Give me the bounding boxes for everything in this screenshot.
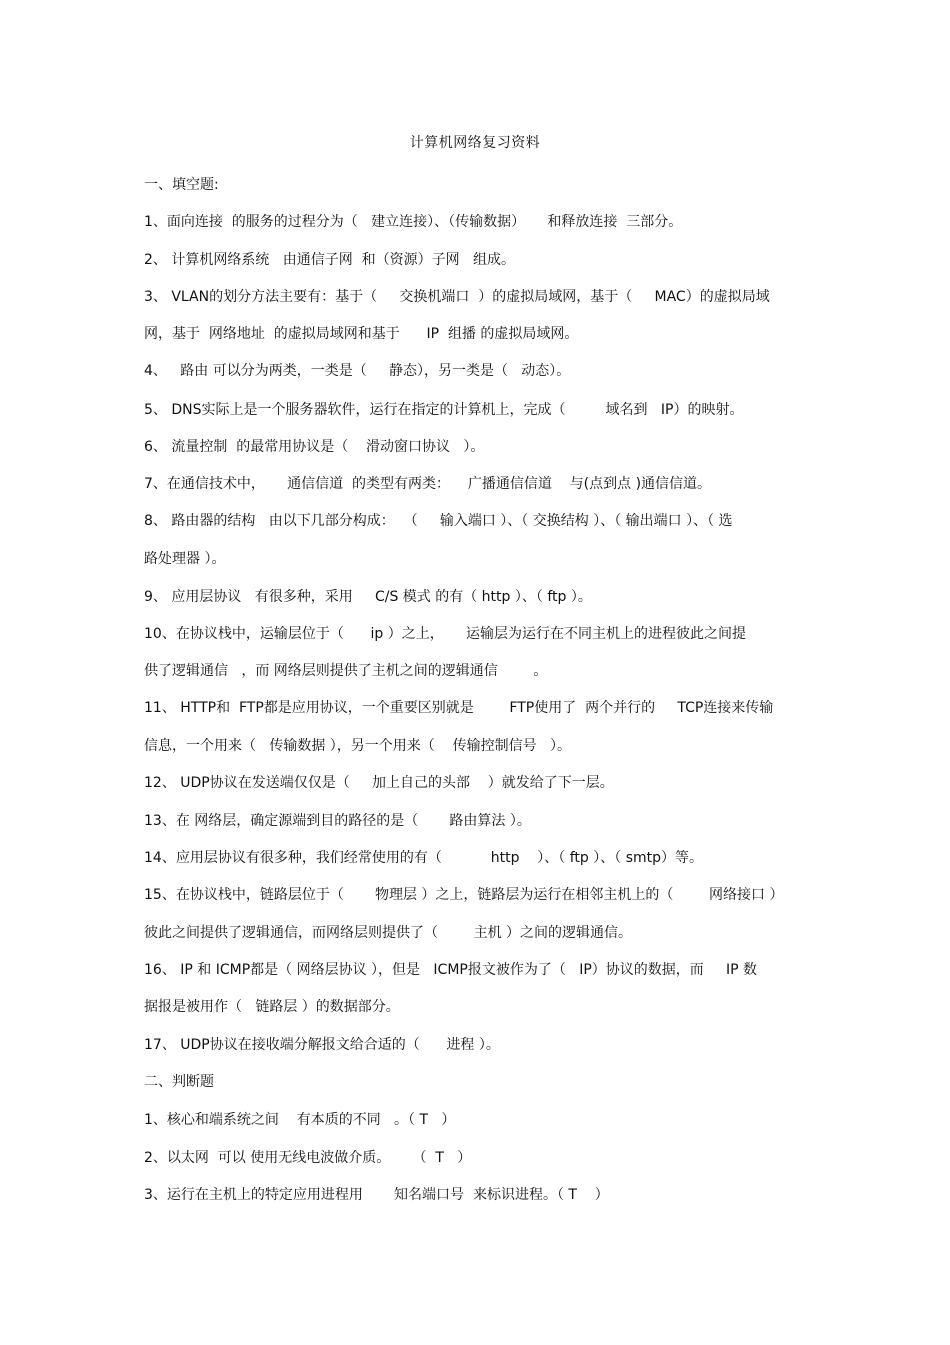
question-line: 13、在 网络层，确定源端到目的路径的是（ 路由算法 ）。 xyxy=(144,813,531,829)
question-line: 14、应用层协议有很多种，我们经常使用的有（ http ）、（ ftp ）、（ smtp）等。 xyxy=(144,850,704,866)
question-line: 供了逻辑通信 ，而 网络层则提供了主机之间的逻辑通信 。 xyxy=(144,663,548,679)
question-line: 2、 计算机网络系统 由通信子网 和（资源）子网 组成。 xyxy=(144,252,515,268)
question-line: 3、运行在主机上的特定应用进程用 知名端口号 来标识进程。（ T ） xyxy=(144,1187,609,1203)
question-line: 1、面向连接 的服务的过程分为（ 建立连接）、（传输数据） 和释放连接 三部分。 xyxy=(144,214,683,230)
question-line: 6、 流量控制 的最常用协议是（ 滑动窗口协议 ）。 xyxy=(144,439,485,455)
document-title: 计算机网络复习资料 xyxy=(409,135,541,151)
question-line: 信息，一个用来（ 传输数据 ），另一个用来（ 传输控制信号 ）。 xyxy=(144,738,571,754)
question-line: 据报是被用作（ 链路层 ）的数据部分。 xyxy=(144,999,400,1015)
question-line: 7、在通信技术中， 通信信道 的类型有两类： 广播通信信道 与(点到点 )通信信道。 xyxy=(144,476,712,492)
question-line: 8、 路由器的结构 由以下几部分构成： （ 输入端口 ）、（ 交换结构 ）、（ 输出端口 ）、（ 选 xyxy=(144,513,733,529)
section-heading-fill-blank: 一、填空题: xyxy=(144,177,219,193)
question-line: 15、在协议栈中，链路层位于（ 物理层 ）之上，链路层为运行在相邻主机上的（ 网络接口 ） xyxy=(144,887,784,903)
question-line: 网，基于 网络地址 的虚拟局域网和基于 IP 组播 的虚拟局域网。 xyxy=(144,326,579,342)
question-line: 17、 UDP协议在接收端分解报文给合适的（ 进程 ）。 xyxy=(144,1037,500,1053)
section-heading-true-false: 二、判断题 xyxy=(144,1074,214,1090)
question-line: 12、 UDP协议在发送端仅仅是（ 加上自己的头部 ）就发给了下一层。 xyxy=(144,775,614,791)
question-line: 11、 HTTP和 FTP都是应用协议，一个重要区别就是 FTP使用了 两个并行的 TCP连接来传输 xyxy=(144,700,774,716)
question-line: 5、 DNS实际上是一个服务器软件，运行在指定的计算机上，完成（ 域名到 IP）的映射。 xyxy=(144,402,744,418)
question-line: 4、 路由 可以分为两类，一类是（ 静态），另一类是（ 动态）。 xyxy=(144,363,571,379)
question-line: 10、在协议栈中，运输层位于（ ip ）之上， 运输层为运行在不同主机上的进程彼此之间提 xyxy=(144,626,746,642)
question-line: 2、以太网 可以 使用无线电波做介质。 （ T ） xyxy=(144,1150,472,1166)
question-line: 9、 应用层协议 有很多种，采用 C/S 模式 的有（ http ）、（ ftp ）。 xyxy=(144,589,592,605)
question-line: 彼此之间提供了逻辑通信，而网络层则提供了（ 主机 ）之间的逻辑通信。 xyxy=(144,925,633,941)
question-line: 3、 VLAN的划分方法主要有：基于（ 交换机端口 ）的虚拟局域网，基于（ MAC）的虚拟局域 xyxy=(144,289,770,305)
question-line: 16、 IP 和 ICMP都是（ 网络层协议 ），但是 ICMP报文被作为了（ IP）协议的数据，而 IP 数 xyxy=(144,962,758,978)
question-line: 1、核心和端系统之间 有本质的不同 。（ T ） xyxy=(144,1112,456,1128)
question-line: 路处理器 ）。 xyxy=(144,551,226,567)
